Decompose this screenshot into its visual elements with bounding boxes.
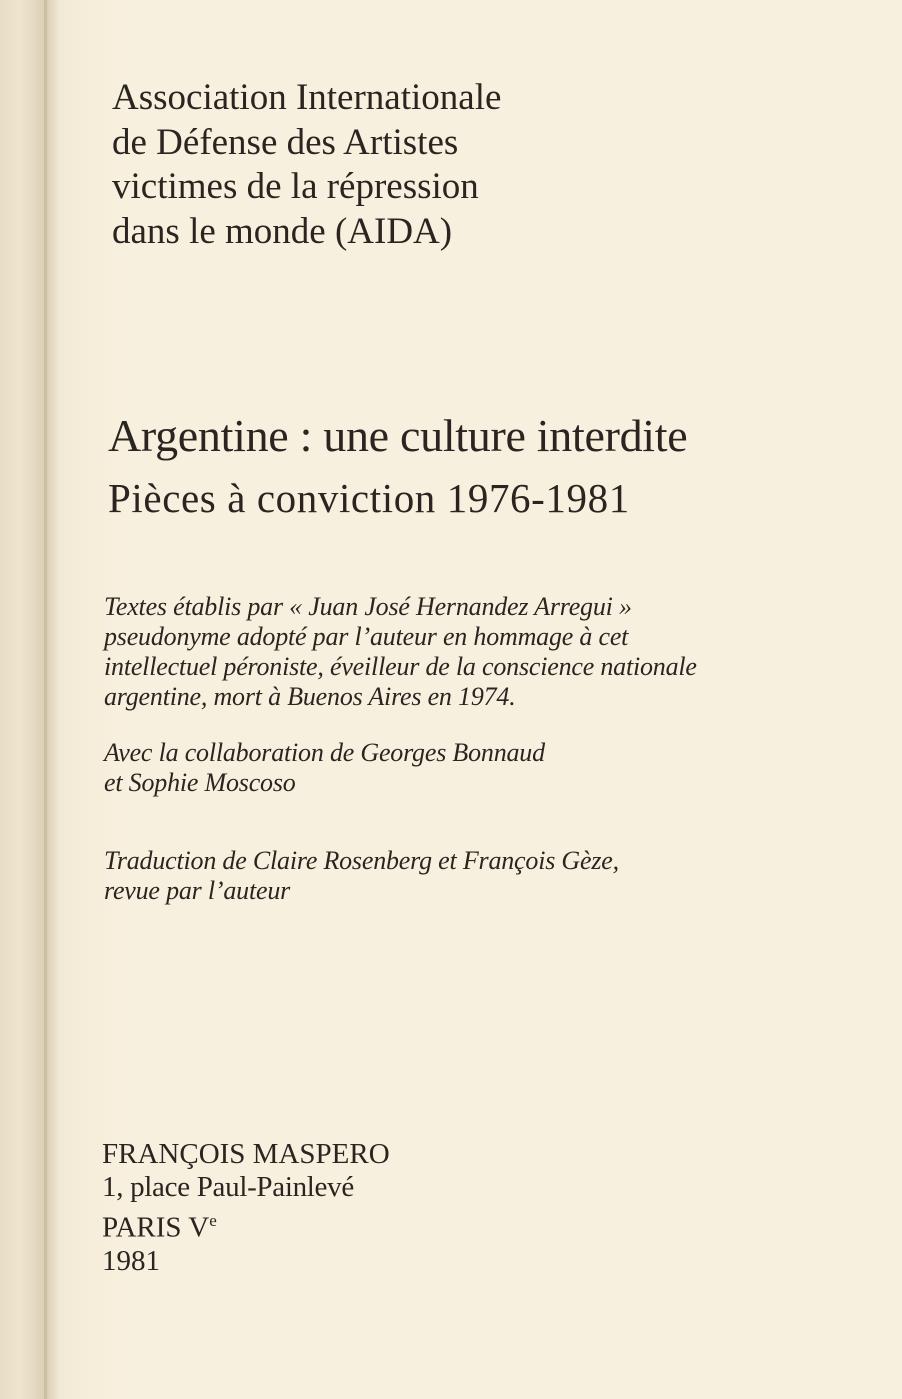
credit-line: argentine, mort à Buenos Aires en 1974.	[104, 682, 516, 711]
book-subtitle	[108, 470, 630, 526]
book-subtitle-text: Pièces à conviction 1976-1981	[108, 475, 630, 521]
credit-line: et Sophie Moscoso	[104, 768, 296, 797]
publisher-city-superscript: e	[209, 1211, 217, 1230]
publisher-city-text: PARIS V	[102, 1211, 210, 1244]
association-line: victimes de la répression	[112, 166, 479, 207]
textes-credit	[104, 592, 697, 712]
publisher-address: 1, place Paul-Painlevé	[102, 1171, 354, 1203]
association-name	[112, 76, 501, 254]
credit-line: Traduction de Claire Rosenberg et François Gèze,	[104, 846, 619, 875]
credit-line: Textes établis par « Juan José Hernandez Arregui »	[104, 592, 632, 621]
collaboration-credit	[104, 738, 545, 798]
credit-line: Avec la collaboration de Georges Bonnaud	[104, 738, 545, 767]
publisher-name: FRANÇOIS MASPERO	[102, 1138, 390, 1170]
book-title-main: Argentine : une culture interdite	[108, 410, 688, 461]
publisher-year: 1981	[102, 1244, 160, 1277]
book-title	[108, 408, 687, 464]
book-spine-shadow	[44, 0, 47, 1399]
association-line: dans le monde (AIDA)	[112, 210, 453, 252]
association-line: de Défense des Artistes	[112, 121, 459, 163]
credit-line: intellectuel péroniste, éveilleur de la conscience nationale	[104, 652, 697, 681]
publisher-imprint	[102, 1138, 390, 1278]
publisher-city	[102, 1204, 390, 1245]
translation-credit	[104, 846, 619, 906]
association-line: Association Internationale	[112, 77, 502, 118]
credit-line: pseudonyme adopté par l’auteur en hommage à cet	[104, 622, 629, 651]
credit-line: revue par l’auteur	[104, 876, 291, 905]
